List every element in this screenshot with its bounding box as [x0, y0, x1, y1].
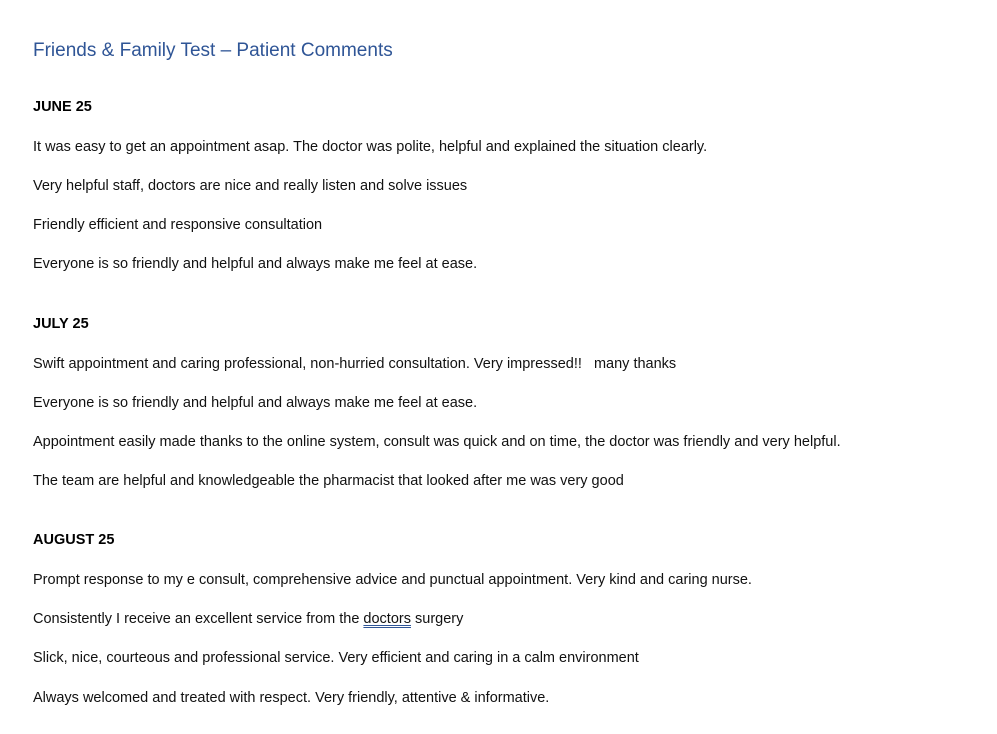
comment: Slick, nice, courteous and professional service. Very efficient and caring in a calm environment: [33, 650, 639, 666]
spellcheck-flagged-word[interactable]: doctors: [363, 611, 411, 627]
section-heading-june: JUNE 25: [33, 99, 92, 115]
comment: Always welcomed and treated with respect. Very friendly, attentive & informative.: [33, 690, 550, 706]
page-title: Friends & Family Test – Patient Comments: [33, 40, 393, 61]
section-heading-august: AUGUST 25: [33, 532, 115, 548]
comment: Prompt response to my e consult, comprehensive advice and punctual appointment. Very kind and caring nurse.: [33, 572, 752, 588]
comment-text: surgery: [410, 611, 464, 627]
comment: Everyone is so friendly and helpful and always make me feel at ease.: [33, 256, 478, 272]
comment: It was easy to get an appointment asap. The doctor was polite, helpful and explained the situation clearly.: [33, 139, 708, 155]
section-heading-july: JULY 25: [33, 316, 89, 332]
comment-text: Consistently I receive an excellent service from the: [33, 611, 364, 627]
comment: The team are helpful and knowledgeable the pharmacist that looked after me was very good: [33, 473, 624, 489]
comment: Very helpful staff, doctors are nice and really listen and solve issues: [33, 178, 468, 194]
comment: Everyone is so friendly and helpful and always make me feel at ease.: [33, 395, 478, 411]
comment: Appointment easily made thanks to the online system, consult was quick and on time, the doctor was friendly and very helpful.: [33, 434, 841, 450]
comment: Swift appointment and caring professional, non-hurried consultation. Very impressed!! many thanks: [33, 356, 677, 372]
comment: [33, 611, 463, 627]
comment: Friendly efficient and responsive consultation: [33, 217, 323, 233]
